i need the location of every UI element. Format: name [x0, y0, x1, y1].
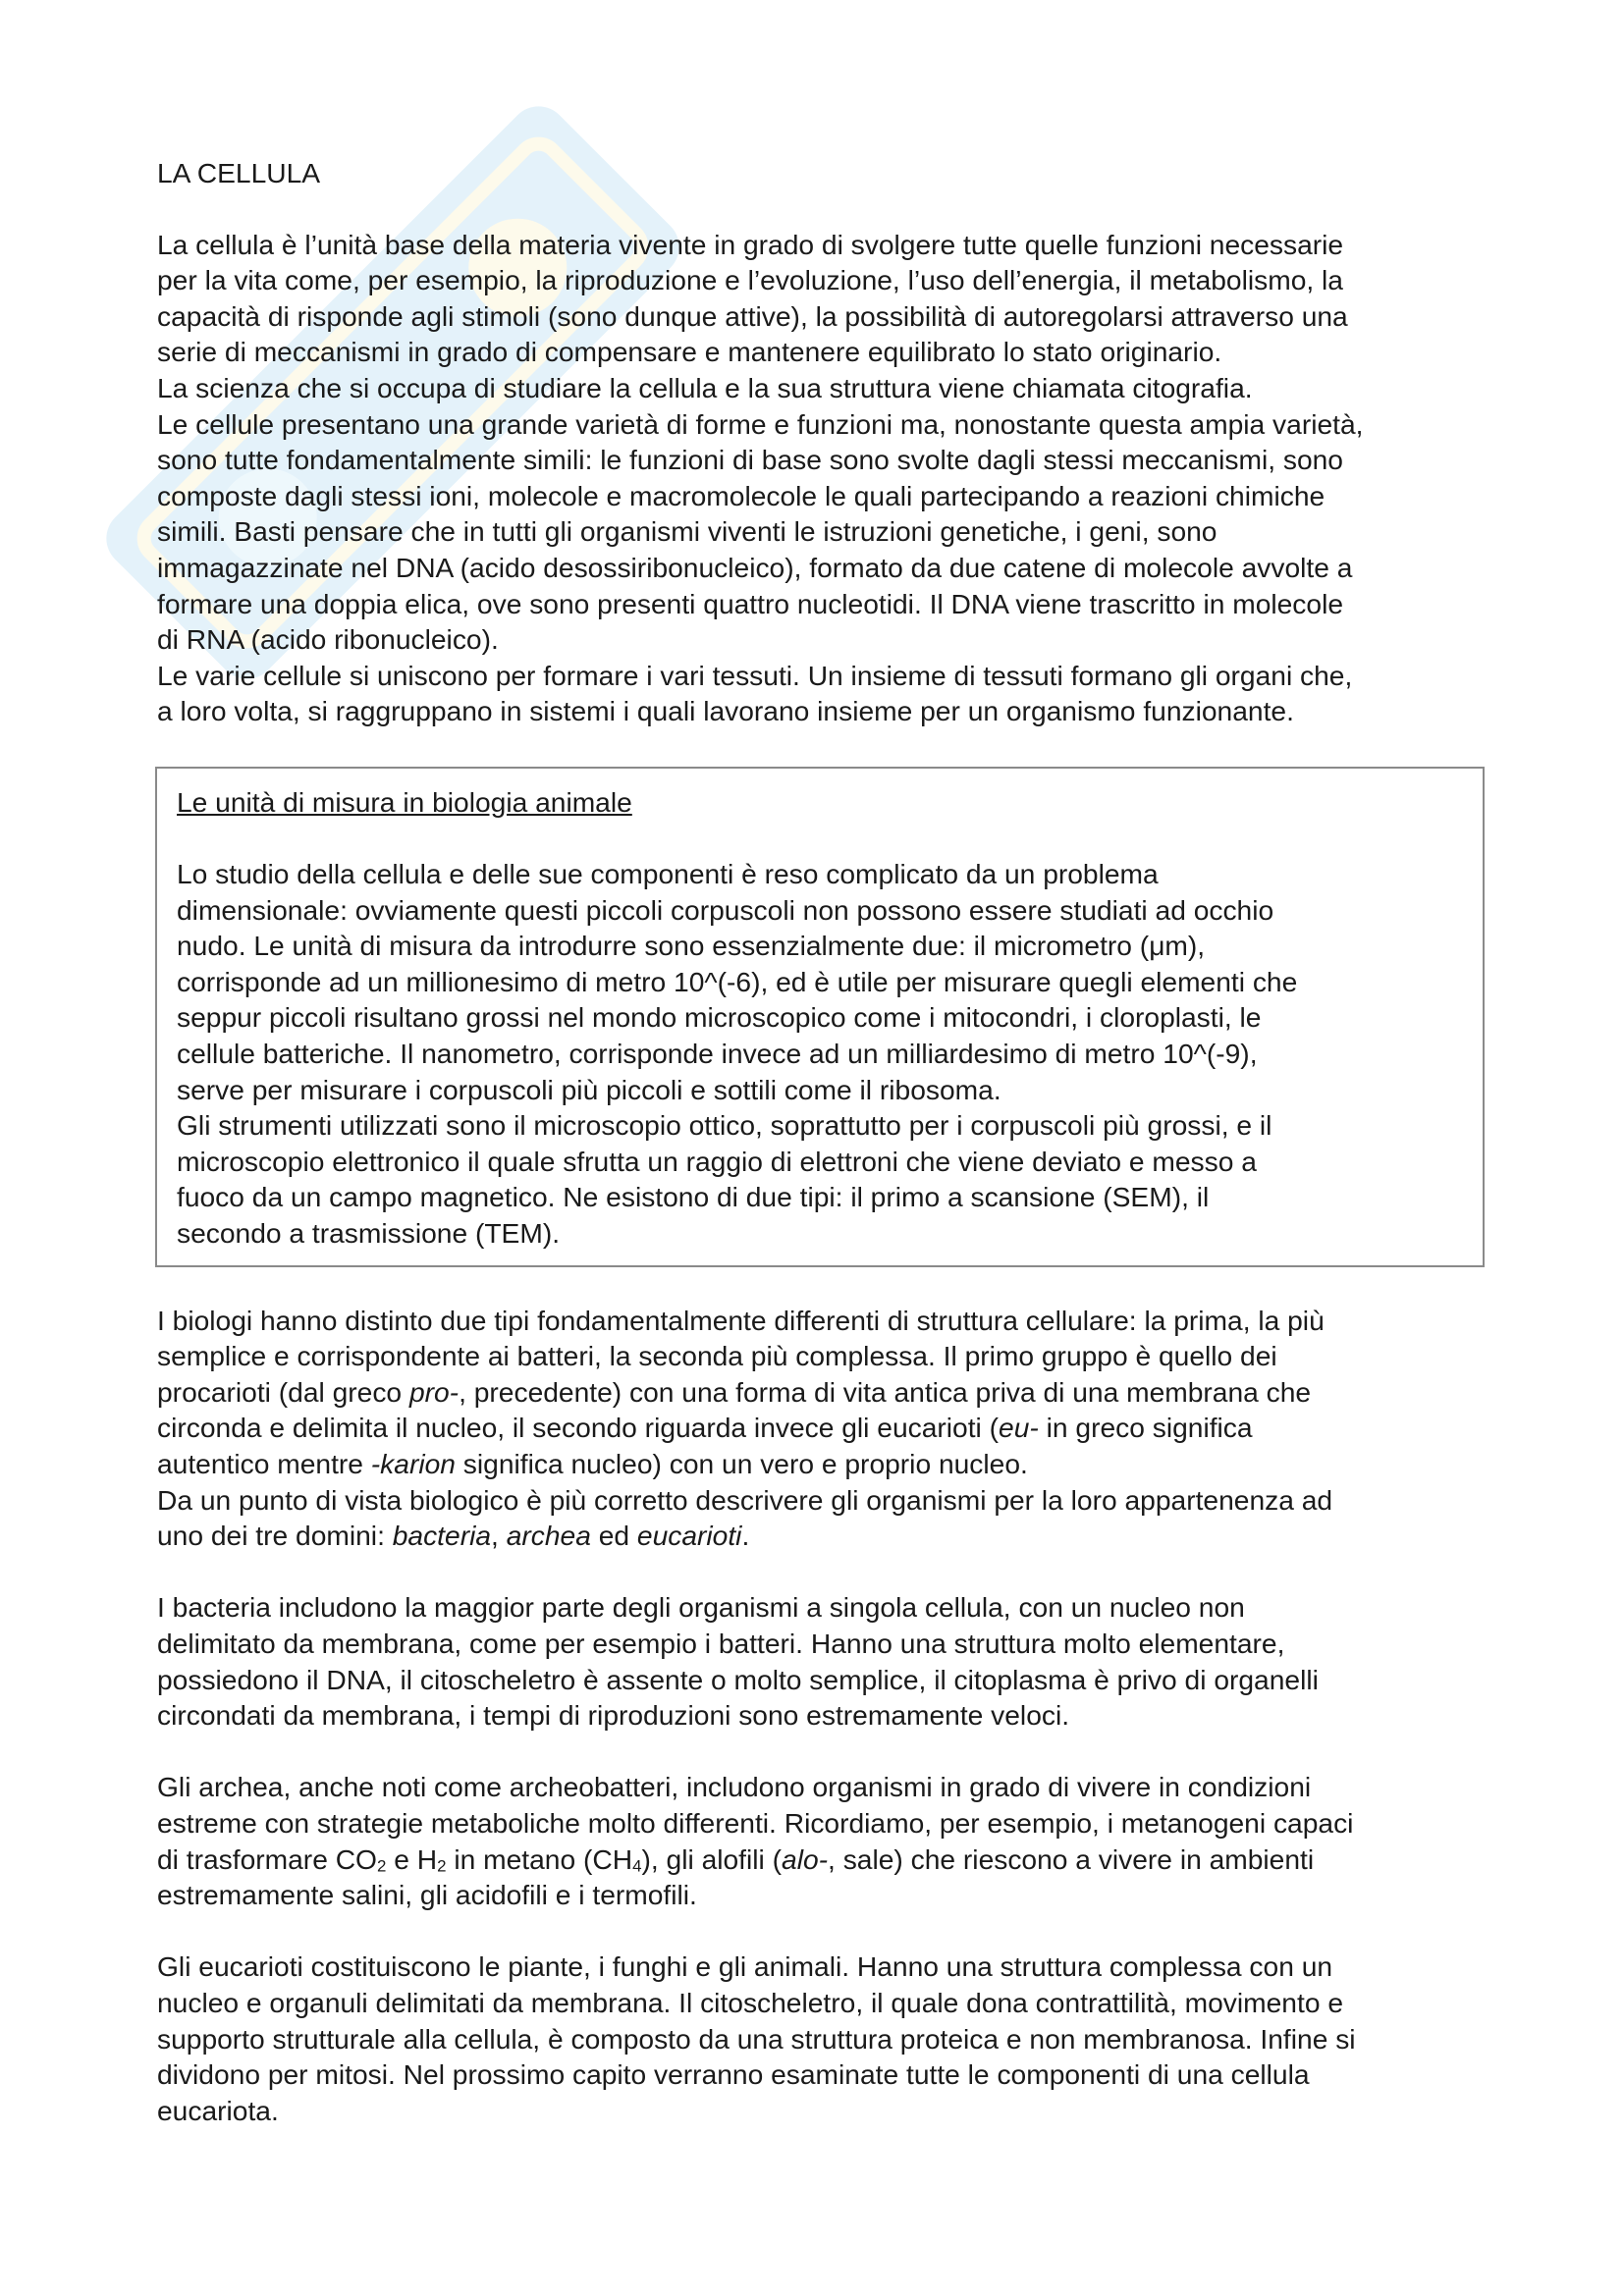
- intro-paragraph-2: La scienza che si occupa di studiare la cellula e la sua struttura viene chiamata citografia.: [157, 371, 1253, 403]
- term-karion: -karion: [370, 1448, 456, 1479]
- units-box-title: Le unità di misura in biologia animale: [177, 785, 632, 818]
- domains-paragraph: Da un punto di vista biologico è più corretto descrivere gli organismi per la loro appartenenza ad uno dei tre domini: bacteria, archea ed eucarioti.: [157, 1483, 1333, 1552]
- term-alo: alo-: [782, 1842, 829, 1875]
- page-title: LA CELLULA: [157, 157, 321, 188]
- term-archea: archea: [506, 1520, 591, 1552]
- intro-paragraph-4: Le varie cellule si uniscono per formare i vari tessuti. Un insieme di tessuti formano gli organi che, a loro volta, si raggruppano in sistemi i quali lavorano insieme per un organismo funzionante.: [157, 659, 1353, 727]
- term-eu: eu-: [999, 1412, 1039, 1444]
- eucarioti-paragraph: Gli eucarioti costituiscono le piante, i funghi e gli animali. Hanno una struttura complessa con un nucleo e organuli delimitati da membrana. Il citoscheletro, il quale dona contrattilità, movimento e supporto strutturale alla cellula, è composto da una struttura proteica e non membranosa. Infine si dividono per mitosi. Nel prossimo capito verranno esaminate tutte le componenti di una cellula eucariota.: [157, 1950, 1356, 2126]
- term-eucarioti: eucarioti: [636, 1520, 742, 1552]
- intro-paragraph-1: La cellula è l’unità base della materia vivente in grado di svolgere tutte quelle funzioni necessarie per la vita come, per esempio, la riproduzione e l’evoluzione, l’uso dell’energia, il metabolismo, la capacità di risponde agli stimoli (sono dunque attive), la possibilità di autoregolarsi attraverso una serie di meccanismi in grado di compensare e mantenere equilibrato lo stato originario.: [157, 228, 1348, 368]
- term-pro: pro-: [408, 1375, 460, 1408]
- bacteria-paragraph: I bacteria includono la maggior parte degli organismi a singola cellula, con un nucleo non delimitato da membrana, come per esempio i batteri. Hanno una struttura molto elementare, possiedono il DNA, il citoscheletro è assente o molto semplice, il citoplasma è privo di organelli circondati da membrana, i tempi di riproduzioni sono estremamente veloci.: [157, 1591, 1319, 1732]
- units-box-paragraph-2: Gli strumenti utilizzati sono il microscopio ottico, soprattutto per i corpuscoli più grossi, e il microscopio elettronico il quale sfrutta un raggio di elettroni che viene deviato e messo a fuoco da un campo magnetico. Ne esistono di due tipi: il primo a scansione (SEM), il secondo a trasmissione (TEM).: [177, 1109, 1272, 1250]
- units-box-paragraph-1: Lo studio della cellula e delle sue componenti è reso complicato da un problema dimensionale: ovviamente questi piccoli corpuscoli non possono essere studiati ad occhio nudo. Le unità di misura da introdurre sono essenzialmente due: il micrometro (μm), corrisponde ad un millionesimo di metro 10^(-6), ed è utile per misurare quegli elementi che seppur piccoli risultano grossi nel mondo microscopico come i mitocondri, i cloroplasti, le cellule batteriche. Il nanometro, corrisponde invece ad un milliardesimo di metro 10^(-9), serve per misurare i corpuscoli più piccoli e sottili come il ribosoma.: [177, 858, 1298, 1105]
- term-bacteria: bacteria: [392, 1520, 492, 1552]
- document-page: [157, 155, 1492, 2128]
- cell-types-paragraph: I biologi hanno distinto due tipi fondamentalmente differenti di struttura cellulare: la prima, la più semplice e corrispondente ai batteri, la seconda più complessa. Il primo gruppo è quello dei procarioti (dal greco pro-, precedente) con una forma di vita antica priva di una membrana che circonda e delimita il nucleo, il secondo riguarda invece gli eucarioti (eu- in greco significa autentico mentre -karion significa nucleo) con un vero e proprio nucleo.: [157, 1304, 1325, 1479]
- archea-paragraph: Gli archea, anche noti come archeobatteri, includono organismi in grado di vivere in condizioni estreme con strategie metaboliche molto differenti. Ricordiamo, per esempio, i metanogeni capaci di trasformare $CO_2$ e $H_2$ in metano $(CH_4)$, gli alofili (alo-, sale) che riescono a vivere in ambienti estremamente salini, gli acidofili e i termofili.: [157, 1771, 1354, 1911]
- intro-paragraph-3: Le cellule presentano una grande varietà di forme e funzioni ma, nonostante questa ampia varietà, sono tutte fondamentalmente simili: le funzioni di base sono svolte dagli stessi meccanismi, sono composte dagli stessi ioni, molecole e macromolecole le quali partecipando a reazioni chimiche simili. Basti pensare che in tutti gli organismi viventi le istruzioni genetiche, i geni, sono immagazzinate nel DNA (acido desossiribonucleico), formato da due catene di molecole avvolte a formare una doppia elica, ove sono presenti quattro nucleotidi. Il DNA viene trascritto in molecole di RNA (acido ribonucleico).: [157, 407, 1364, 656]
- units-box: [155, 767, 1485, 1267]
